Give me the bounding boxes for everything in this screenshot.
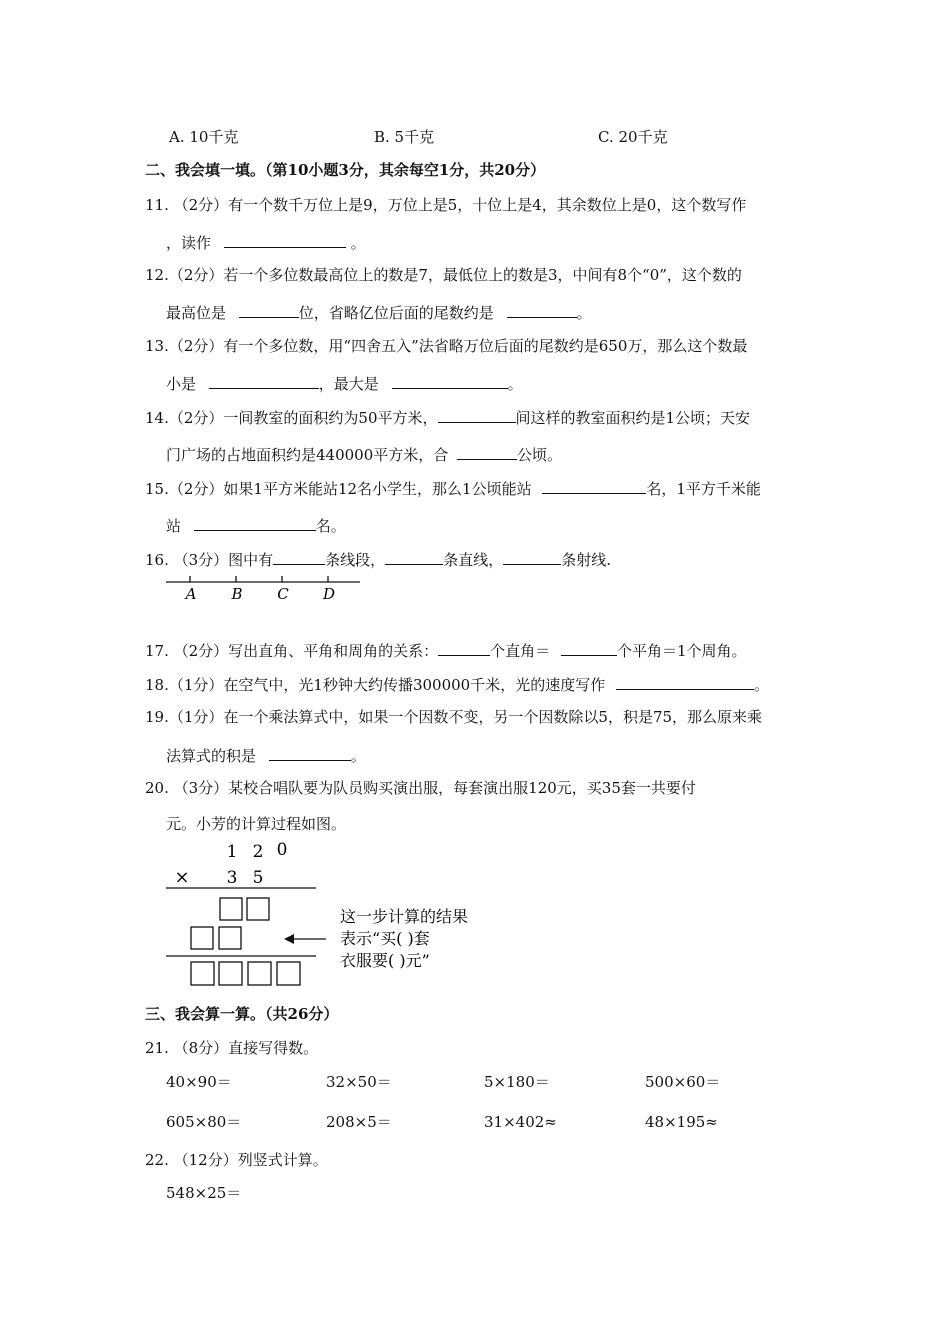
q16-blank-2[interactable] bbox=[385, 548, 443, 565]
q16-text-d: 条射线. bbox=[561, 551, 611, 569]
q11-line2 bbox=[166, 231, 366, 253]
q20-line2: 元。小芳的计算过程如图。 bbox=[166, 815, 347, 833]
q16-point-c: C bbox=[277, 585, 289, 603]
section3-title: 三、我会算一算。（共26分） bbox=[145, 1005, 339, 1023]
q15-text-d: 名。 bbox=[315, 517, 346, 535]
q11-text-b: 。 bbox=[350, 234, 366, 252]
q11-blank[interactable] bbox=[224, 231, 346, 248]
q16-line bbox=[145, 548, 611, 570]
q15-text-b: 名，1平方千米能 bbox=[646, 480, 761, 498]
q17-line bbox=[145, 639, 747, 661]
q15-text-c: 站 bbox=[166, 517, 182, 535]
q21-r1-c2: 32×50＝ bbox=[326, 1073, 392, 1091]
q21-r2-c4: 48×195≈ bbox=[645, 1113, 718, 1131]
q20-answer-box[interactable] bbox=[277, 962, 300, 985]
q16-line-figure bbox=[160, 574, 370, 606]
q17-text-c: 个平角＝1个周角。 bbox=[616, 642, 747, 660]
q16-blank-1[interactable] bbox=[273, 548, 325, 565]
q14-text-a: 14.（2分）一间教室的面积约为50平方米， bbox=[145, 409, 438, 427]
q13-text-a: 小是 bbox=[166, 375, 197, 393]
q13-line2 bbox=[166, 372, 523, 394]
q19-text-b: 。 bbox=[350, 747, 366, 765]
q12-text-b: 位，省略亿位后面的尾数约是 bbox=[298, 304, 494, 322]
q12-text-c: 。 bbox=[576, 304, 592, 322]
q12-text-a: 最高位是 bbox=[166, 304, 227, 322]
q16-point-a: A bbox=[185, 585, 197, 603]
q16-point-b: B bbox=[231, 585, 243, 603]
q20-arrow-head bbox=[284, 934, 294, 944]
q20-mult-sign: × bbox=[174, 867, 190, 888]
q14-text-d: 公顷。 bbox=[517, 446, 563, 464]
q18-text-b: 。 bbox=[754, 676, 770, 694]
q18-line bbox=[145, 673, 769, 695]
q12-line1: 12.（2分）若一个多位数最高位上的数是7，最低位上的数是3，中间有8个“0”，这个数的 bbox=[145, 266, 742, 284]
q20-answer-box[interactable] bbox=[219, 927, 241, 949]
q20-top-digit-2: 2 bbox=[252, 842, 264, 862]
q15-line2 bbox=[166, 514, 346, 536]
q21-r2-c2: 208×5＝ bbox=[326, 1113, 392, 1131]
q20-answer-box[interactable] bbox=[248, 962, 271, 985]
q11-line1: 11. （2分）有一个数千万位上是9，万位上是5，十位上是4，其余数位上是0，这个数写作 bbox=[145, 196, 747, 214]
q15-text-a: 15.（2分）如果1平方米能站12名小学生，那么1公顷能站 bbox=[145, 480, 532, 498]
q20-note-line1: 这一步计算的结果 bbox=[340, 907, 469, 926]
q14-blank-1[interactable] bbox=[438, 406, 516, 423]
q13-line1: 13.（2分）有一个多位数，用“四舍五入”法省略万位后面的尾数约是650万，那么这个数最 bbox=[145, 337, 748, 355]
q19-line1: 19.（1分）在一个乘法算式中，如果一个因数不变，另一个因数除以5，积是75，那么原来乘 bbox=[145, 708, 763, 726]
q18-blank[interactable] bbox=[616, 673, 754, 690]
q10-option-a: A. 10千克 bbox=[169, 128, 239, 146]
q14-text-b: 间这样的教室面积约是1公顷；天安 bbox=[515, 409, 751, 427]
q14-blank-2[interactable] bbox=[457, 443, 517, 460]
q21-r1-c3: 5×180＝ bbox=[484, 1073, 550, 1091]
q15-blank-1[interactable] bbox=[542, 477, 646, 494]
q19-text-a: 法算式的积是 bbox=[166, 747, 257, 765]
q21-title: 21. （8分）直接写得数。 bbox=[145, 1039, 319, 1057]
section2-title: 二、我会填一填。（第10小题3分，其余每空1分，共20分） bbox=[145, 161, 546, 179]
q21-r2-c3: 31×402≈ bbox=[484, 1113, 557, 1131]
q12-blank-2[interactable] bbox=[507, 301, 577, 318]
q20-multiplication-figure bbox=[160, 838, 500, 990]
q12-blank-1[interactable] bbox=[239, 301, 299, 318]
q15-line1 bbox=[145, 477, 761, 499]
q20-answer-box[interactable] bbox=[220, 898, 242, 920]
q20-top-digit-3: 0 bbox=[276, 840, 288, 860]
q11-text-a: ，读作 bbox=[166, 234, 212, 252]
q17-text-b: 个直角＝ bbox=[490, 642, 551, 660]
q21-r1-c1: 40×90＝ bbox=[166, 1073, 232, 1091]
q12-line2 bbox=[166, 301, 592, 323]
q20-note-line3: 衣服要( )元” bbox=[340, 951, 430, 970]
q19-line2 bbox=[166, 744, 366, 766]
q18-text-a: 18.（1分）在空气中，光1秒钟大约传播300000千米，光的速度写作 bbox=[145, 676, 606, 694]
q20-line1: 20. （3分）某校合唱队要为队员购买演出服，每套演出服120元，买35套一共要付 bbox=[145, 779, 696, 797]
q17-blank-2[interactable] bbox=[561, 639, 617, 656]
q21-r2-c1: 605×80＝ bbox=[166, 1113, 242, 1131]
q10-option-b: B. 5千克 bbox=[374, 128, 435, 146]
q14-line2 bbox=[166, 443, 562, 465]
q20-bottom-digit-2: 5 bbox=[252, 868, 264, 888]
q17-blank-1[interactable] bbox=[438, 639, 490, 656]
q14-line1 bbox=[145, 406, 750, 428]
q16-text-b: 条线段， bbox=[325, 551, 386, 569]
q22-expr: 548×25＝ bbox=[166, 1184, 242, 1202]
q20-answer-box[interactable] bbox=[247, 898, 269, 920]
q13-text-b: ，最大是 bbox=[318, 375, 379, 393]
q10-option-c: C. 20千克 bbox=[598, 128, 668, 146]
q20-bottom-digit-1: 3 bbox=[226, 868, 238, 888]
q16-text-a: 16. （3分）图中有 bbox=[145, 551, 274, 569]
q15-blank-2[interactable] bbox=[194, 514, 316, 531]
q19-blank[interactable] bbox=[269, 744, 351, 761]
q20-answer-box[interactable] bbox=[191, 927, 213, 949]
q16-point-d: D bbox=[322, 585, 336, 603]
q13-text-c: 。 bbox=[507, 375, 523, 393]
q20-top-digit-1: 1 bbox=[226, 842, 238, 862]
q22-title: 22. （12分）列竖式计算。 bbox=[145, 1151, 328, 1169]
q20-note-line2: 表示“买( )套 bbox=[340, 929, 430, 948]
q13-blank-1[interactable] bbox=[209, 372, 319, 389]
q17-text-a: 17. （2分）写出直角、平角和周角的关系： bbox=[145, 642, 439, 660]
q14-text-c: 门广场的占地面积约是440000平方米，合 bbox=[166, 446, 449, 464]
q20-answer-box[interactable] bbox=[219, 962, 242, 985]
q13-blank-2[interactable] bbox=[392, 372, 508, 389]
q21-r1-c4: 500×60＝ bbox=[645, 1073, 721, 1091]
q20-answer-box[interactable] bbox=[191, 962, 214, 985]
q16-blank-3[interactable] bbox=[503, 548, 561, 565]
q16-text-c: 条直线， bbox=[443, 551, 504, 569]
